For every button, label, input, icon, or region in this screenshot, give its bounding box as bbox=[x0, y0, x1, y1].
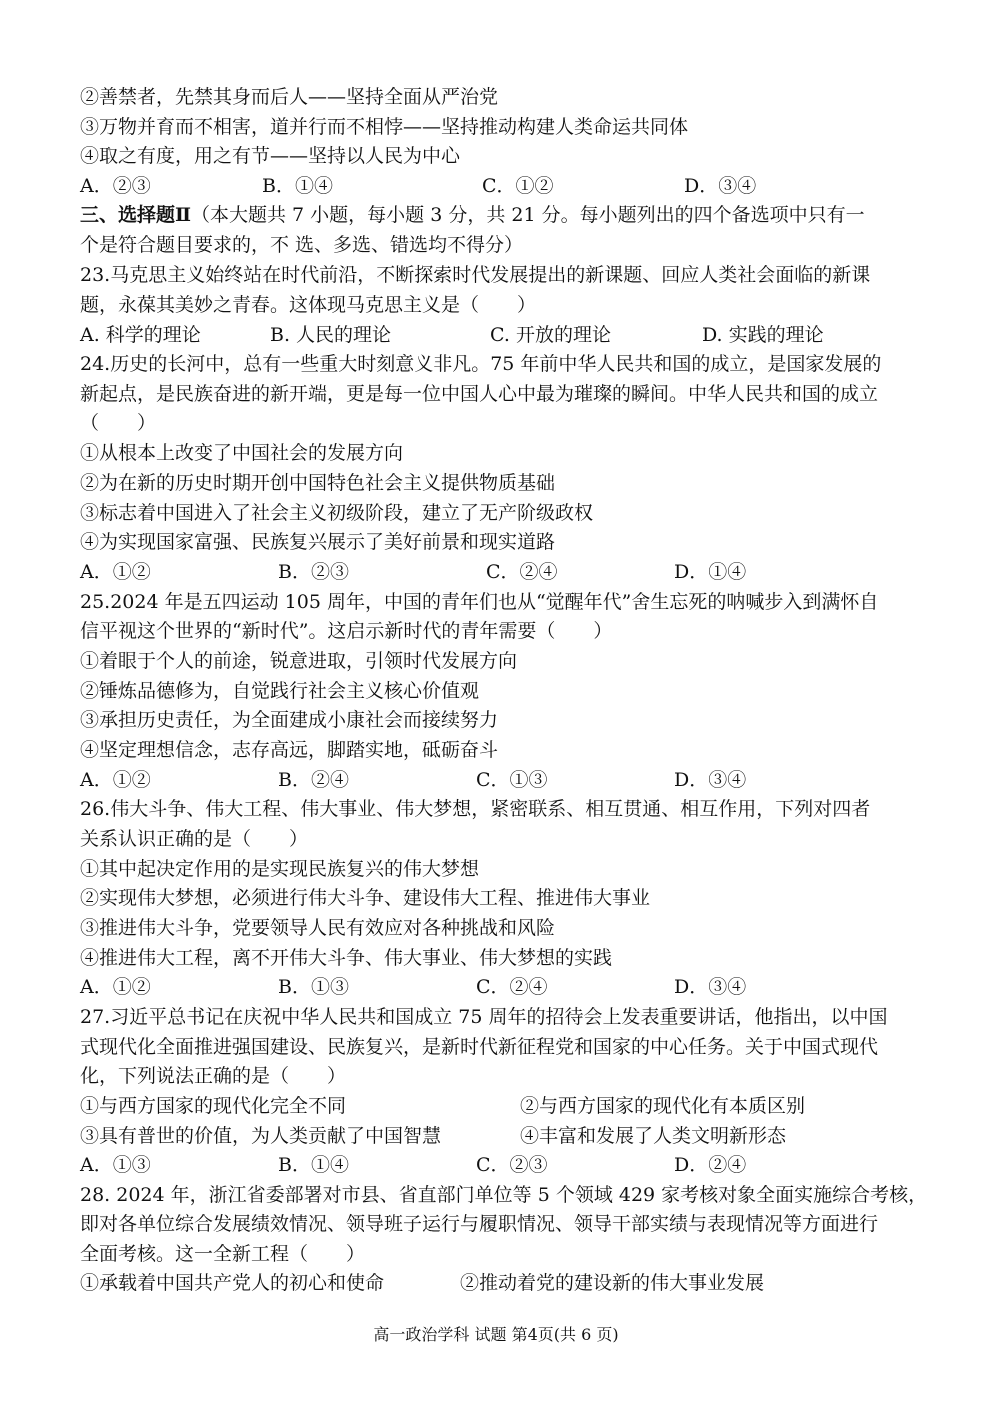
q22-item-2: ②善禁者，先禁其身而后人——坚持全面从严治党 bbox=[80, 86, 499, 108]
q27-item-2: ②与西方国家的现代化有本质区别 bbox=[520, 1095, 806, 1117]
q26-item-2: ②实现伟大梦想，必须进行伟大斗争、建设伟大工程、推进伟大事业 bbox=[80, 887, 651, 909]
q22-option-c: C．①② bbox=[482, 175, 554, 197]
q28-stem-line-3: 全面考核。这一全新工程（ ） bbox=[80, 1243, 366, 1265]
q28-item-2: ②推动着党的建设新的伟大事业发展 bbox=[460, 1272, 765, 1294]
q26-item-3: ③推进伟大斗争，党要领导人民有效应对各种挑战和风险 bbox=[80, 917, 556, 939]
section-3-header bbox=[80, 200, 920, 230]
q26-stem-line-2: 关系认识正确的是（ ） bbox=[80, 828, 309, 850]
q26-item-1: ①其中起决定作用的是实现民族复兴的伟大梦想 bbox=[80, 858, 480, 880]
section-3-heading: 三、选择题Ⅱ bbox=[80, 204, 192, 226]
q24-option-d: D．①④ bbox=[674, 561, 747, 583]
q26-option-b: B．①③ bbox=[278, 976, 349, 998]
q25-option-b: B．②④ bbox=[278, 769, 349, 791]
q23-option-d: D. 实践的理论 bbox=[702, 324, 824, 346]
q24-option-a: A．①② bbox=[80, 561, 151, 583]
q25-item-4: ④坚定理想信念，志存高远，脚踏实地，砥砺奋斗 bbox=[80, 739, 499, 761]
q25-option-a: A．①② bbox=[80, 769, 151, 791]
q27-stem-line-3: 化，下列说法正确的是（ ） bbox=[80, 1065, 347, 1087]
q24-item-1: ①从根本上改变了中国社会的发展方向 bbox=[80, 442, 404, 464]
q23-option-c: C. 开放的理论 bbox=[490, 324, 611, 346]
q22-option-a: A．②③ bbox=[80, 175, 151, 197]
q25-item-2: ②锤炼品德修为，自觉践行社会主义核心价值观 bbox=[80, 680, 480, 702]
q24-stem-line-1: 24.历史的长河中，总有一些重大时刻意义非凡。75 年前中华人民共和国的成立，是国家发展的 bbox=[80, 353, 882, 375]
q28-stem-line-2: 即对各单位综合发展绩效情况、领导班子运行与履职情况、领导干部实绩与表现情况等方面进行 bbox=[80, 1213, 879, 1235]
q27-item-3: ③具有普世的价值，为人类贡献了中国智慧 bbox=[80, 1125, 442, 1147]
q22-option-d: D．③④ bbox=[684, 175, 757, 197]
q26-item-4: ④推进伟大工程，离不开伟大斗争、伟大事业、伟大梦想的实践 bbox=[80, 947, 613, 969]
q27-stem-line-2: 式现代化全面推进强国建设、民族复兴，是新时代新征程党和国家的中心任务。关于中国式现代 bbox=[80, 1036, 879, 1058]
section-3-desc-line-1: （本大题共 7 小题，每小题 3 分，共 21 分。每小题列出的四个备选项中只有一 bbox=[191, 204, 865, 226]
q27-stem-line-1: 27.习近平总书记在庆祝中华人民共和国成立 75 周年的招待会上发表重要讲话，他指出，以中国 bbox=[80, 1006, 888, 1028]
q27-option-b: B．①④ bbox=[278, 1154, 349, 1176]
q24-item-4: ④为实现国家富强、民族复兴展示了美好前景和现实道路 bbox=[80, 531, 556, 553]
page-footer: 高一政治学科 试题 第4页(共 6 页) bbox=[373, 1325, 619, 1344]
q27-item-1: ①与西方国家的现代化完全不同 bbox=[80, 1095, 347, 1117]
q23-option-b: B. 人民的理论 bbox=[270, 324, 392, 346]
q27-option-d: D．②④ bbox=[674, 1154, 747, 1176]
q28-stem-line-1: 28. 2024 年，浙江省委部署对市县、省直部门单位等 5 个领域 429 家考核对象全面实施综合考核， bbox=[80, 1184, 928, 1206]
q23-option-a: A. 科学的理论 bbox=[80, 324, 201, 346]
q24-stem-line-2: 新起点，是民族奋进的新开端，更是每一位中国人心中最为璀璨的瞬间。中华人民共和国的成立 bbox=[80, 383, 879, 405]
q26-option-c: C．②④ bbox=[476, 976, 548, 998]
q27-option-a: A．①③ bbox=[80, 1154, 151, 1176]
q25-option-d: D．③④ bbox=[674, 769, 747, 791]
q22-item-4: ④取之有度，用之有节——坚持以人民为中心 bbox=[80, 145, 461, 167]
section-3-desc-line-2: 个是符合题目要求的，不 选、多选、错选均不得分） bbox=[80, 234, 524, 256]
q24-option-b: B．②③ bbox=[278, 561, 349, 583]
q24-stem-line-3: （ ） bbox=[80, 412, 157, 434]
q24-option-c: C．②④ bbox=[486, 561, 558, 583]
q26-stem-line-1: 26.伟大斗争、伟大工程、伟大事业、伟大梦想，紧密联系、相互贯通、相互作用，下列对四者 bbox=[80, 798, 871, 820]
q25-item-1: ①着眼于个人的前途，锐意进取，引领时代发展方向 bbox=[80, 650, 518, 672]
q28-item-1: ①承载着中国共产党人的初心和使命 bbox=[80, 1272, 385, 1294]
q24-item-2: ②为在新的历史时期开创中国特色社会主义提供物质基础 bbox=[80, 472, 556, 494]
q26-option-a: A．①② bbox=[80, 976, 151, 998]
q25-item-3: ③承担历史责任，为全面建成小康社会而接续努力 bbox=[80, 709, 499, 731]
q27-option-c: C．②③ bbox=[476, 1154, 548, 1176]
q23-stem-line-2: 题，永葆其美妙之青春。这体现马克思主义是（ ） bbox=[80, 294, 537, 316]
q22-item-3: ③万物并育而不相害，道并行而不相悖——坚持推动构建人类命运共同体 bbox=[80, 116, 689, 138]
q25-option-c: C．①③ bbox=[476, 769, 548, 791]
q24-item-3: ③标志着中国进入了社会主义初级阶段，建立了无产阶级政权 bbox=[80, 502, 594, 524]
q26-option-d: D．③④ bbox=[674, 976, 747, 998]
q23-stem-line-1: 23.马克思主义始终站在时代前沿，不断探索时代发展提出的新课题、回应人类社会面临的新课 bbox=[80, 264, 871, 286]
q27-item-4: ④丰富和发展了人类文明新形态 bbox=[520, 1125, 787, 1147]
q22-option-b: B．①④ bbox=[262, 175, 333, 197]
q25-stem-line-2: 信平视这个世界的“新时代”。这启示新时代的青年需要（ ） bbox=[80, 620, 613, 642]
q25-stem-line-1: 25.2024 年是五四运动 105 周年，中国的青年们也从“觉醒年代”舍生忘死的呐喊步入到满怀自 bbox=[80, 591, 879, 613]
